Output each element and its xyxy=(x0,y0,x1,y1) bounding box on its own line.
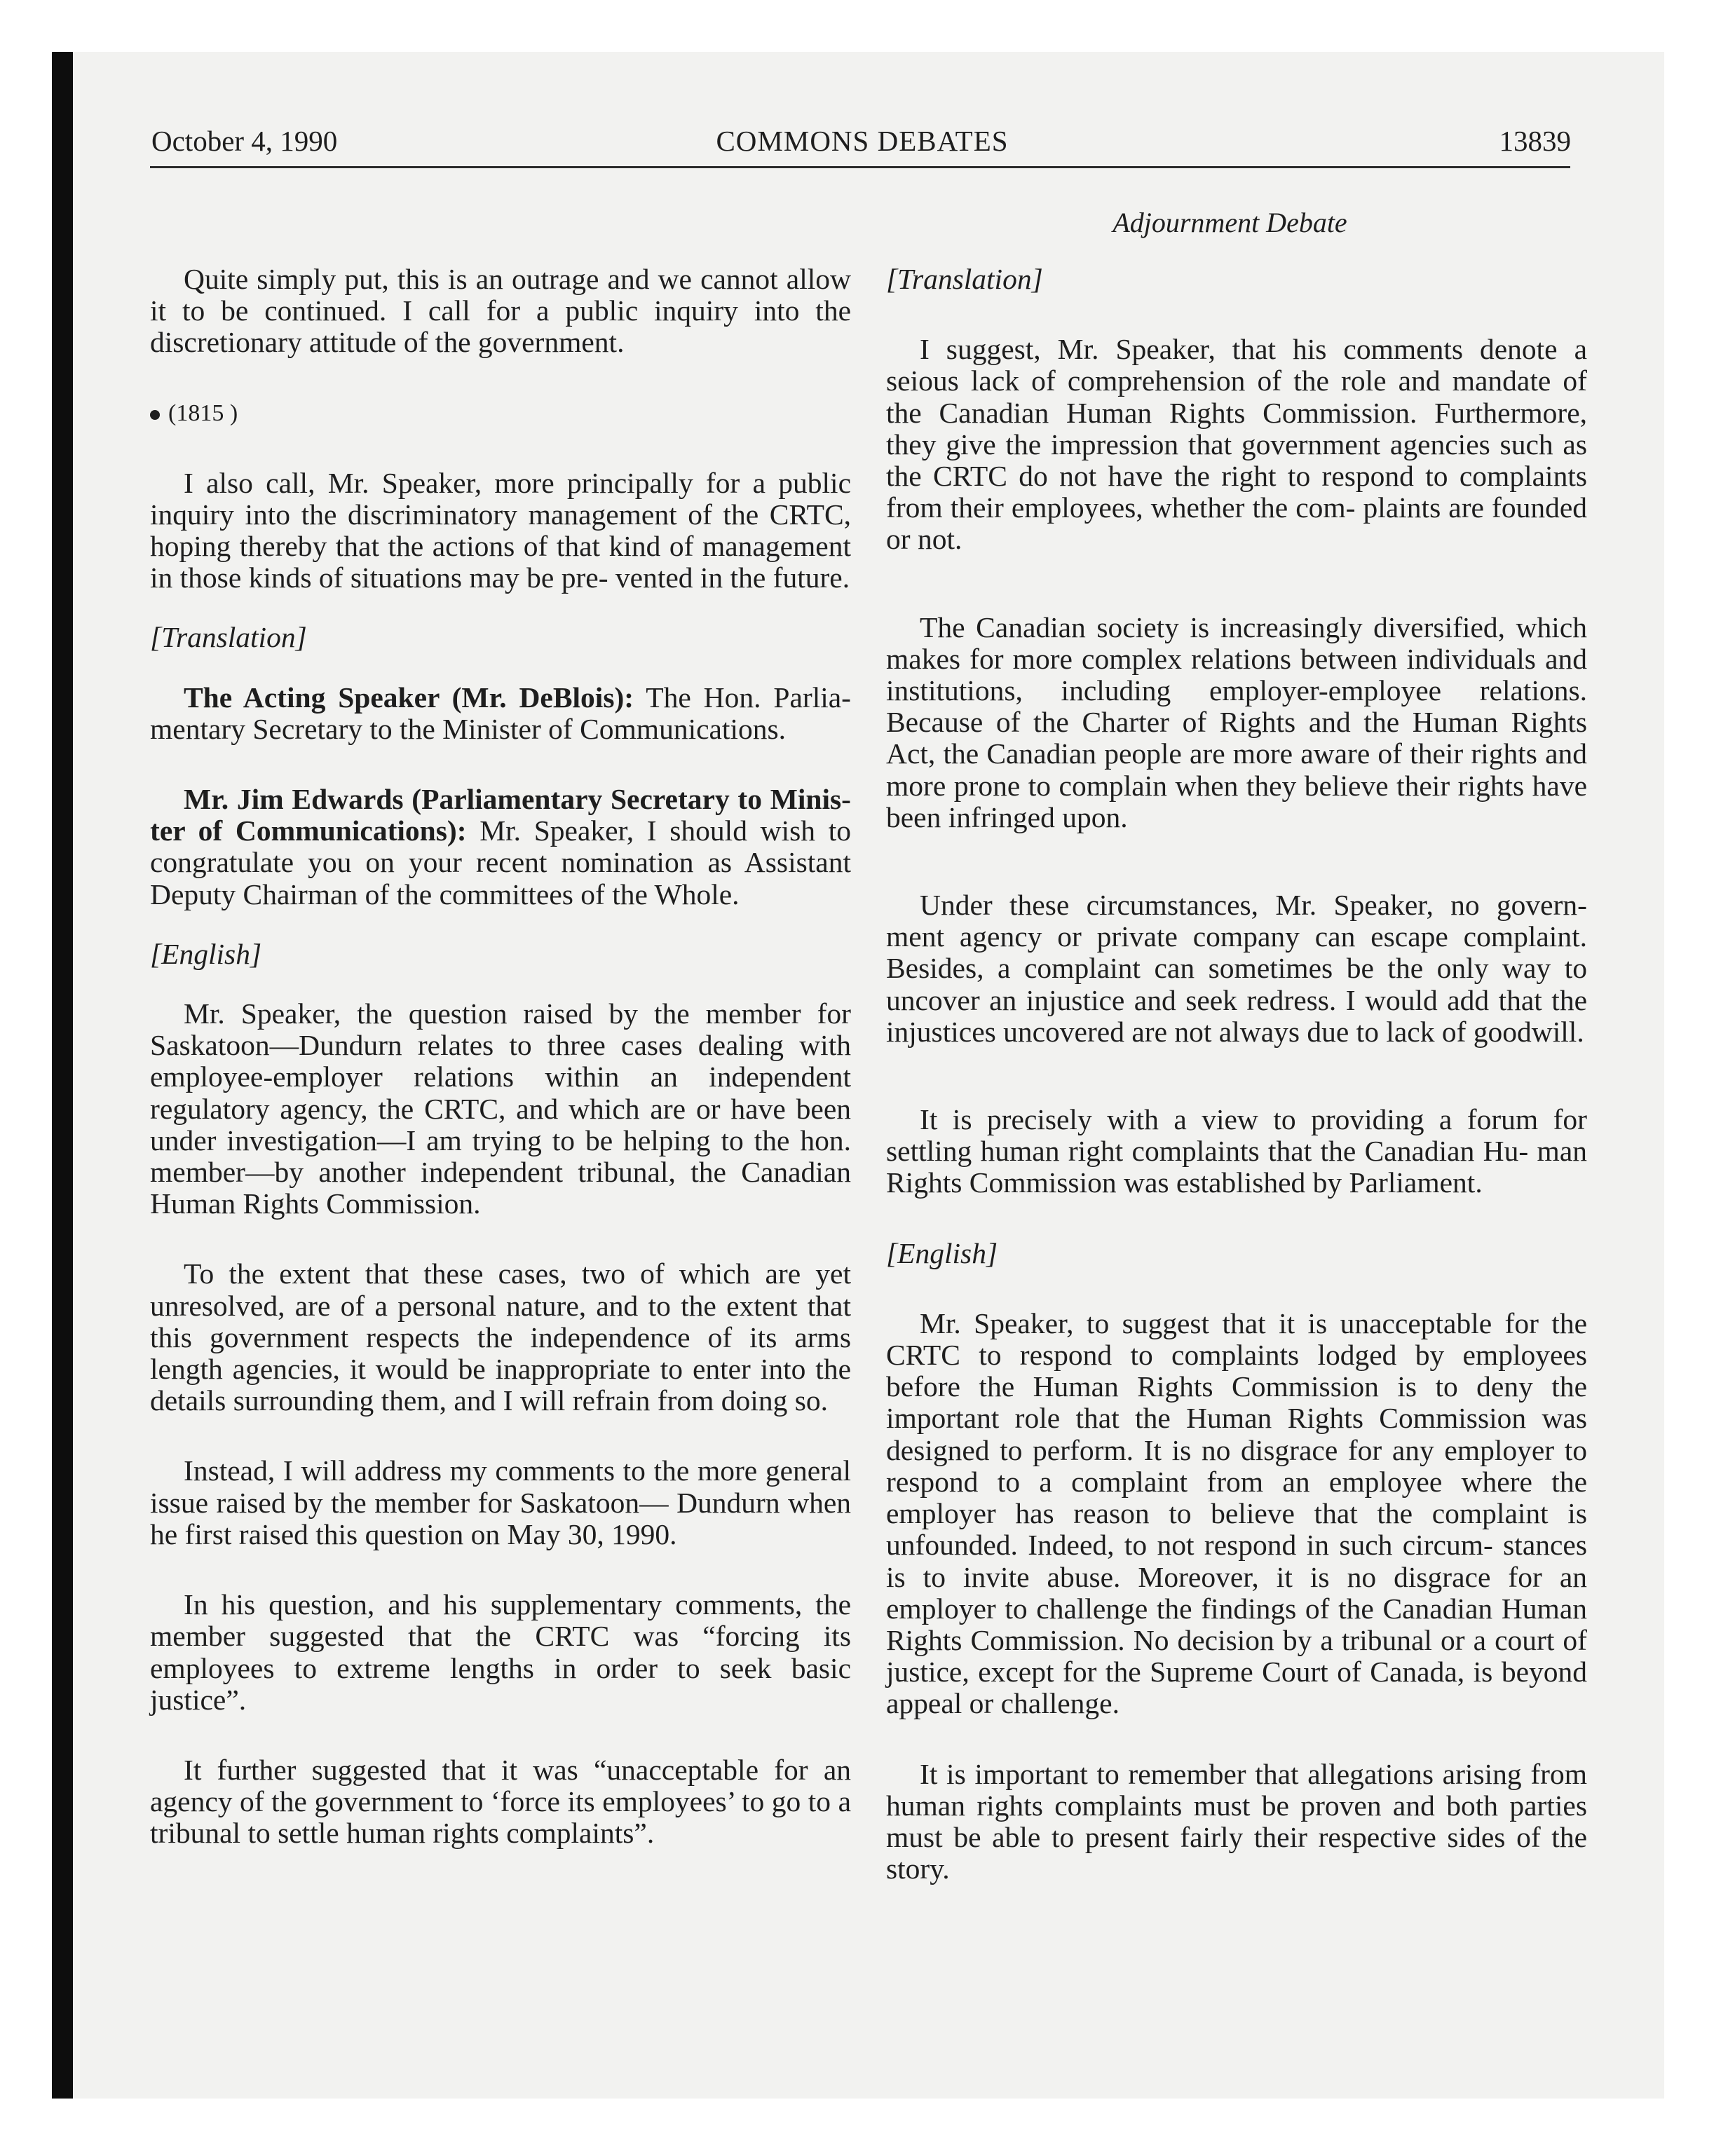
right-column xyxy=(886,264,1587,1923)
header-title: COMMONS DEBATES xyxy=(716,125,1009,157)
paragraph: Under these circumstances, Mr. Speaker, no govern- ment agency or private company can escape complaint. Besides, a complaint can sometimes be the only way to uncover an injustice and seek redress. I would add that the injustices uncovered are not always due to lack of goodwill. xyxy=(886,889,1587,1048)
bullet-icon xyxy=(150,410,160,420)
paragraph xyxy=(150,682,851,745)
left-column xyxy=(150,264,851,1888)
speaker-name: Mr. Jim Edwards (Parliamentary Secretary to Minis- ter of Communications): xyxy=(150,783,851,847)
paragraph: I suggest, Mr. Speaker, that his comments denote a seious lack of comprehension of the role and mandate of the Canadian Human Rights Commission. Furthermore, they give the impression that government agencies such as the CRTC do not have the right to respond to complaints from their employees, whether the com- plaints are founded or not. xyxy=(886,333,1587,556)
speech-text: The Hon. Parlia- mentary Secretary to the Minister of Communications. xyxy=(150,681,852,745)
paragraph: It is important to remember that allegations arising from human rights complaints must be proven and both parties must be able to present fairly their respective sides of the story. xyxy=(886,1757,1587,1885)
paragraph: It further suggested that it was “unacceptable for an agency of the government to ‘force its employees’ to go to a tribunal to settle human rights complaints”. xyxy=(150,1753,851,1850)
paragraph: Mr. Speaker, the question raised by the member for Saskatoon—Dundurn relates to three cases dealing with employee-employer relations within an independent regulatory agency, the CRTC, and which are or have been under investigation—I am trying to be helping to the hon. member—by another independent tribunal, the Canadian Human Rights Commission. xyxy=(150,997,851,1220)
language-marker: [English] xyxy=(150,937,262,970)
paragraph: Instead, I will address my comments to the more general issue raised by the member for Saskatoon— Dundurn when he first raised this question on May 30, 1990. xyxy=(150,1454,851,1550)
speech-text: Mr. Speaker, I should wish to congratulate you on your recent nomination as Assistant Deputy Chairman of the committees of the Whole. xyxy=(150,814,852,910)
page-number: 13839 xyxy=(1499,125,1571,157)
paragraph: I also call, Mr. Speaker, more principally for a public inquiry into the discriminatory management of the CRTC, hoping thereby that the actions of that kind of management in those kinds of situations may be pre- vented in the future. xyxy=(150,466,851,594)
binding-edge xyxy=(52,52,73,2099)
paragraph xyxy=(150,784,851,910)
paragraph: In his question, and his supplementary comments, the member suggested that the CRTC was “forcing its employees to extreme lengths in order to seek basic justice”. xyxy=(150,1588,851,1716)
section-title: Adjournment Debate xyxy=(1113,207,1347,238)
language-marker: [Translation] xyxy=(150,621,307,654)
paragraph: It is precisely with a view to providing a forum for settling human right complaints that the Canadian Hu- man Rights Commission was established by Parliament. xyxy=(886,1103,1587,1199)
speaker-name: The Acting Speaker (Mr. DeBlois): xyxy=(184,681,634,714)
header-rule xyxy=(150,166,1570,168)
paragraph: Mr. Speaker, to suggest that it is unacceptable for the CRTC to respond to complaints lodged by employees before the Human Rights Commission is to deny the important role that the Human Rights Commission was designed to perform. It is no disgrace for any employer to respond to a complaint from an employee where the employer has reason to believe that the complaint is unfounded. Indeed, to not respond in such circum- stances is to invite abuse. Moreover, it is no disgrace for an employer to challenge the findings of the Canadian Human Rights Commission. No decision by a tribunal or a court of justice, except for the Supreme Court of Canada, is beyond appeal or challenge. xyxy=(886,1306,1587,1720)
paragraph: The Canadian society is increasingly diversified, which makes for more complex relations between individuals and institutions, including employer-employee relations. Because of the Charter of Rights and the Human Rights Act, the Canadian people are more aware of their rights and more prone to complain when they believe their rights have been infringed upon. xyxy=(886,610,1587,833)
paragraph: Quite simply put, this is an outrage and we cannot allow it to be continued. I call for a public inquiry into the discretionary attitude of the government. xyxy=(150,263,851,359)
header-date: October 4, 1990 xyxy=(151,125,338,157)
time-marker-text: (1815 ) xyxy=(168,400,238,426)
paragraph: To the extent that these cases, two of which are yet unresolved, are of a personal nature, and to the extent that this government respects the independence of its arms length agencies, it would be inappropriate to enter into the details surrounding them, and I will refrain from doing so. xyxy=(150,1257,851,1417)
language-marker: [Translation] xyxy=(886,263,1043,295)
time-marker xyxy=(150,397,851,429)
language-marker: [English] xyxy=(886,1236,998,1269)
